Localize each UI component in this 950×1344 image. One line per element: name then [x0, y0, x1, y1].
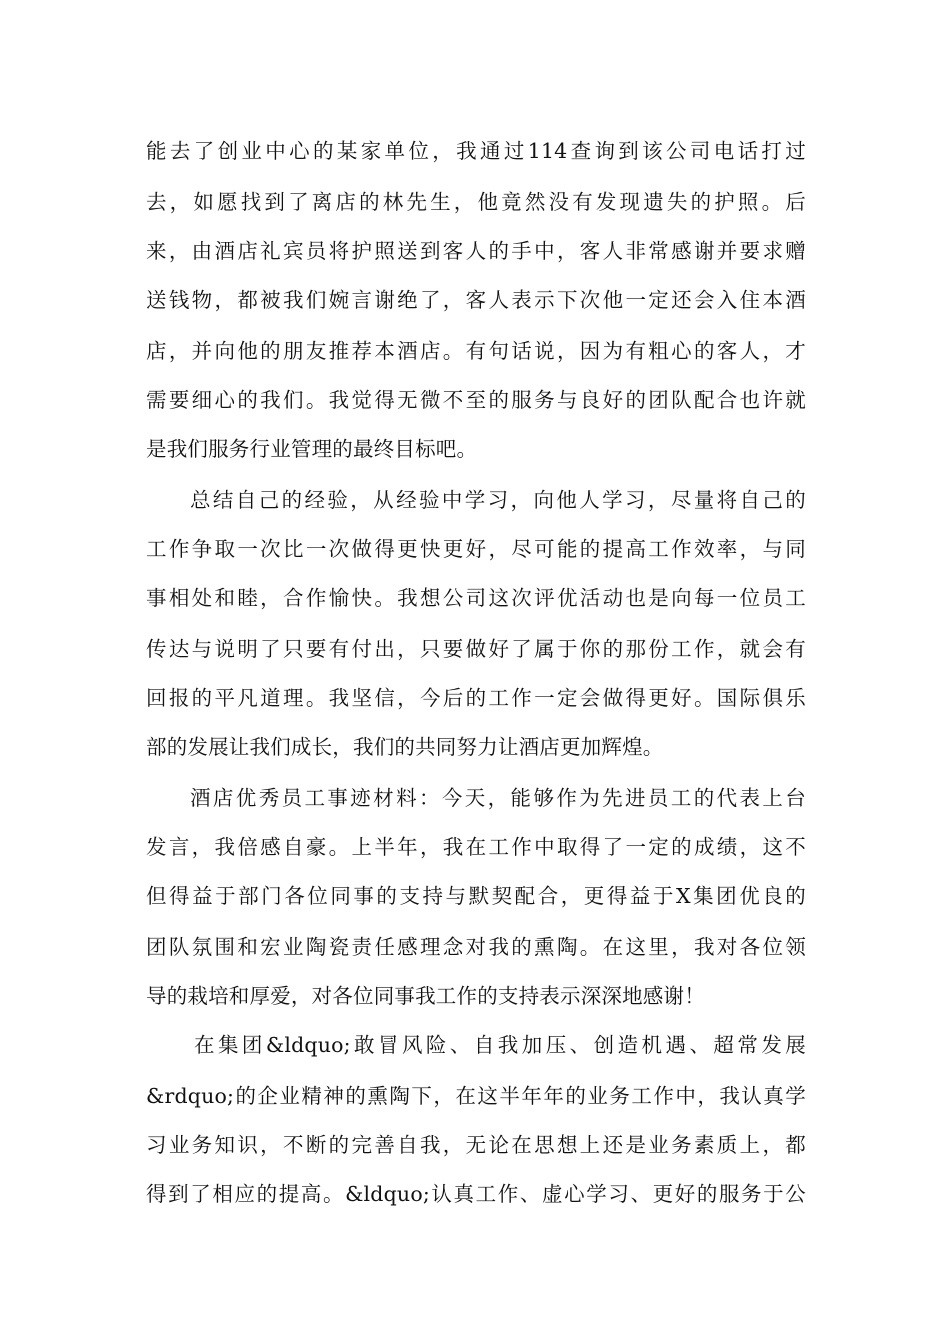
text-line: &rdquo;的企业精神的熏陶下，在这半年年的业务工作中，我认真学: [146, 1084, 806, 1108]
text-line: 回报的平凡道理。我坚信，今后的工作一定会做得更好。国际俱乐: [146, 686, 806, 710]
text-line: 去，如愿找到了离店的林先生，他竟然没有发现遗失的护照。后: [146, 190, 806, 214]
text-line: 送钱物，都被我们婉言谢绝了，客人表示下次他一定还会入住本酒: [146, 288, 806, 312]
text-line: 在集团&ldquo;敢冒风险、自我加压、创造机遇、超常发展: [194, 1033, 806, 1057]
text-line: 习业务知识，不断的完善自我，无论在思想上还是业务素质上，都: [146, 1133, 806, 1157]
text-line: 部的发展让我们成长，我们的共同努力让酒店更加辉煌。: [146, 735, 664, 759]
text-line: 工作争取一次比一次做得更快更好，尽可能的提高工作效率，与同: [146, 537, 806, 561]
text-line: 酒店优秀员工事迹材料：今天，能够作为先进员工的代表上台: [190, 786, 806, 810]
text-line: 总结自己的经验，从经验中学习，向他人学习，尽量将自己的: [190, 488, 806, 512]
text-line: 来，由酒店礼宾员将护照送到客人的手中，客人非常感谢并要求赠: [146, 239, 806, 263]
text-line: 得到了相应的提高。&ldquo;认真工作、虚心学习、更好的服务于公: [146, 1182, 806, 1206]
text-line: 发言，我倍感自豪。上半年，我在工作中取得了一定的成绩，这不: [146, 835, 806, 859]
text-line: 店，并向他的朋友推荐本酒店。有句话说，因为有粗心的客人，才: [146, 339, 806, 363]
text-line: 团队氛围和宏业陶瓷责任感理念对我的熏陶。在这里，我对各位领: [146, 935, 806, 959]
text-line: 但得益于部门各位同事的支持与默契配合，更得益于X集团优良的: [146, 884, 806, 908]
text-line: 需要细心的我们。我觉得无微不至的服务与良好的团队配合也许就: [146, 388, 806, 412]
text-line: 导的栽培和厚爱，对各位同事我工作的支持表示深深地感谢！: [146, 984, 705, 1008]
text-line: 是我们服务行业管理的最终目标吧。: [146, 437, 478, 461]
text-line: 传达与说明了只要有付出，只要做好了属于你的那份工作，就会有: [146, 637, 806, 661]
text-line: 能去了创业中心的某家单位，我通过114查询到该公司电话打过: [146, 139, 806, 163]
text-line: 事相处和睦，合作愉快。我想公司这次评优活动也是向每一位员工: [146, 586, 806, 610]
